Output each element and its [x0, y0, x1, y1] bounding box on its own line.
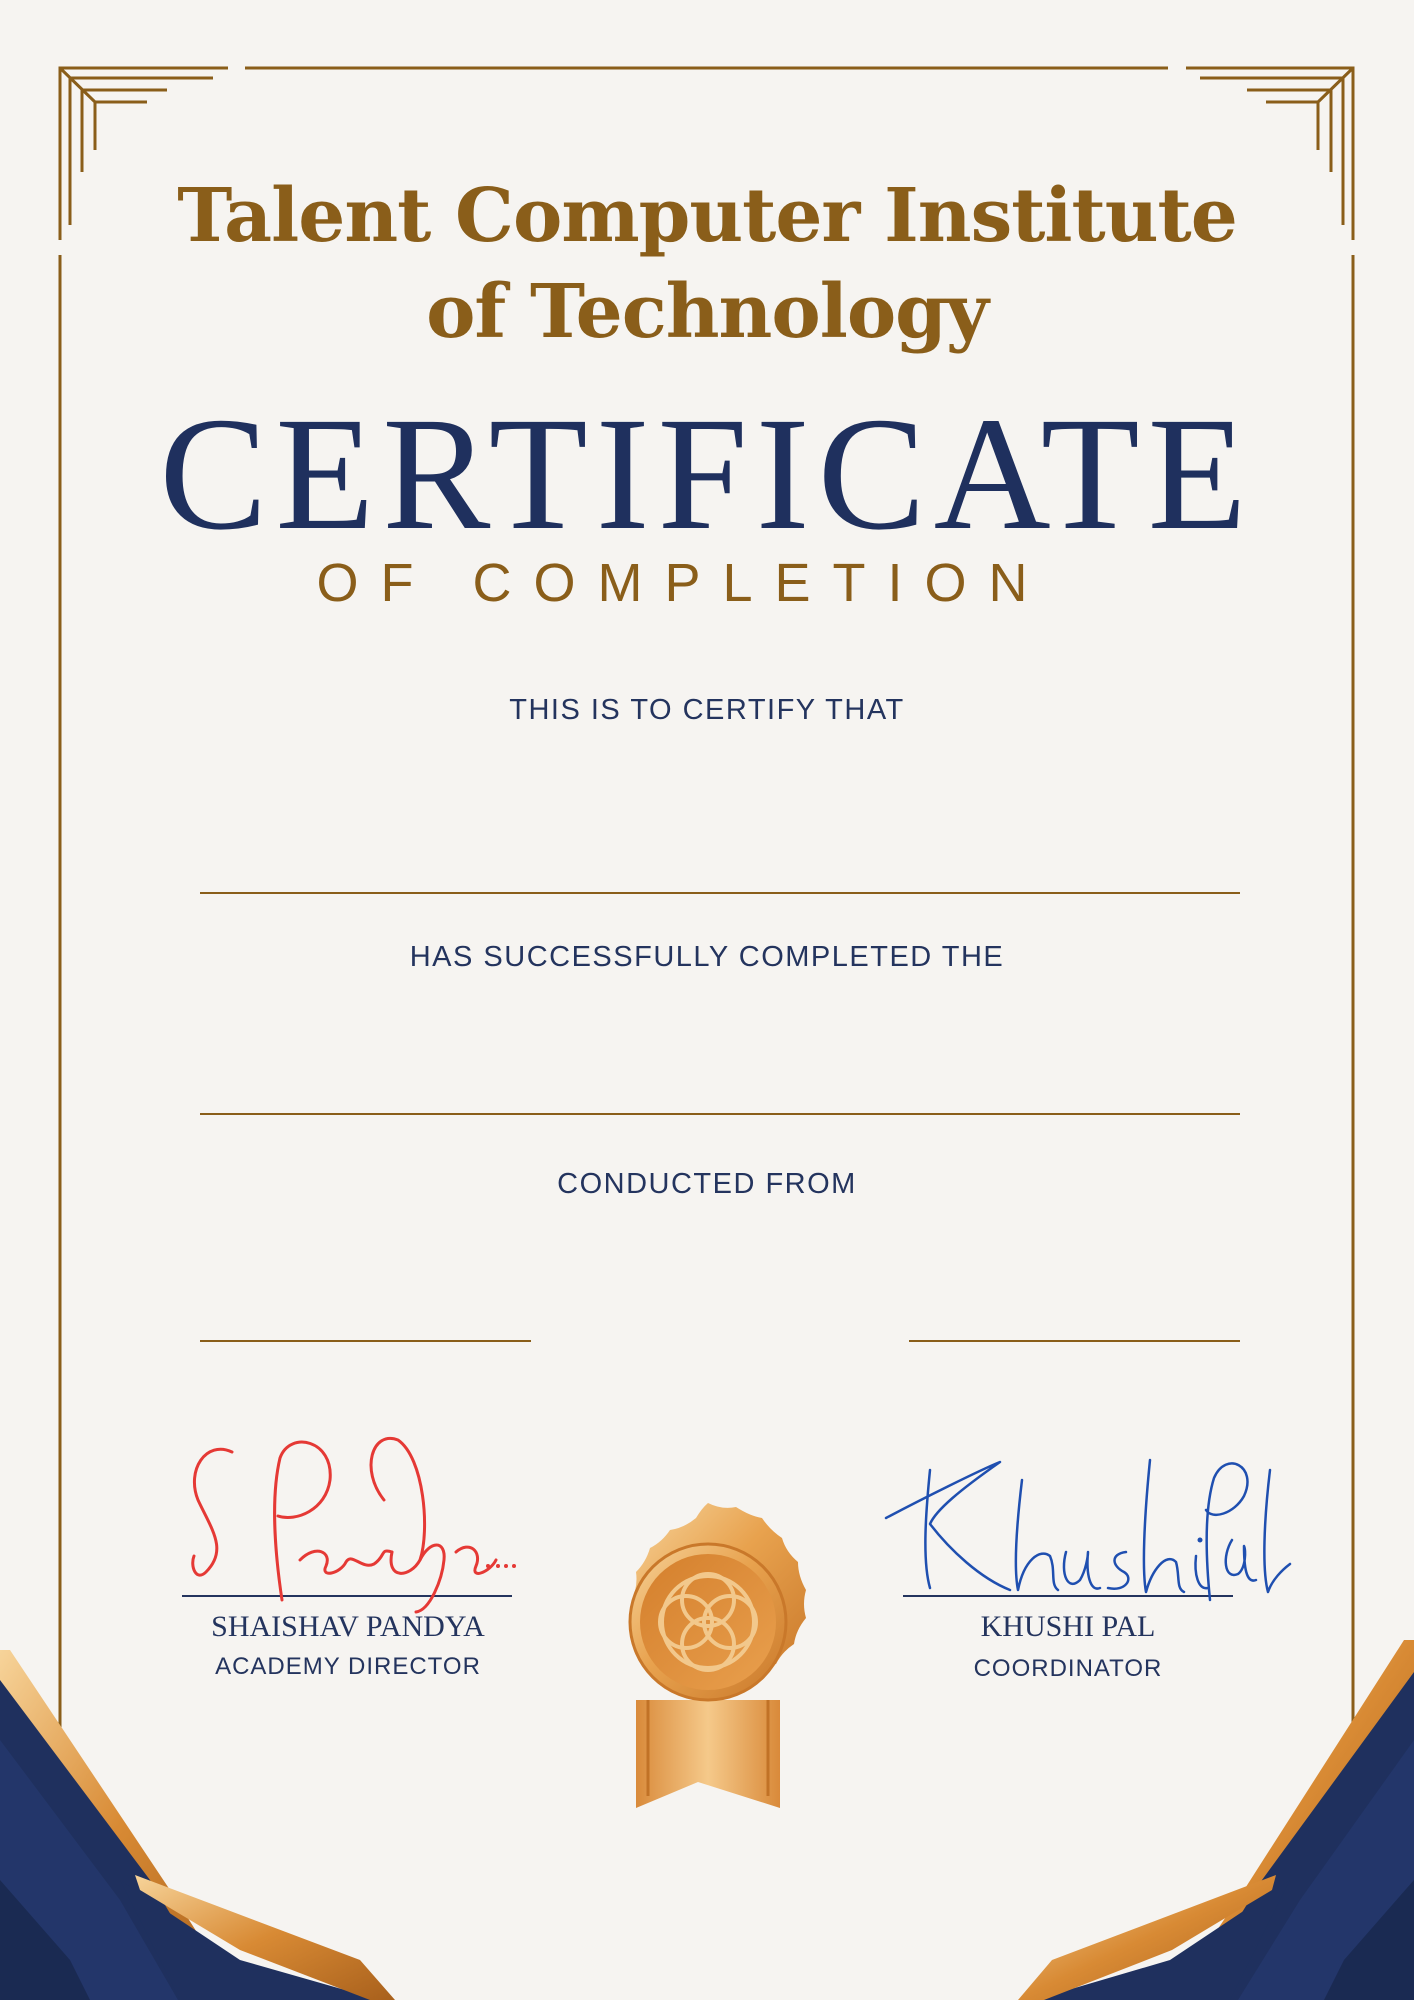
award-seal-icon	[630, 1503, 806, 1808]
certificate-title: CERTIFICATE	[159, 385, 1255, 564]
certify-label: THIS IS TO CERTIFY THAT	[509, 694, 905, 726]
institute-name-line2: of Technology	[426, 269, 988, 355]
signatory-left-role: ACADEMY DIRECTOR	[215, 1653, 481, 1680]
institute-name	[0, 168, 1414, 360]
certificate-subtitle: OF COMPLETION	[316, 553, 1050, 613]
signatory-left-name: SHAISHAV PANDYA	[211, 1610, 485, 1643]
signatory-right-role: COORDINATOR	[973, 1655, 1163, 1682]
ribbon-bottom-right	[1018, 1640, 1414, 2000]
institute-name-line1: Talent Computer Institute	[177, 173, 1237, 259]
signature-s-pandya	[193, 1438, 516, 1612]
signature-khushi-pal	[886, 1460, 1290, 1600]
signatory-right-name: KHUSHI PAL	[980, 1610, 1156, 1643]
completed-label: HAS SUCCESSFULLY COMPLETED THE	[409, 941, 1005, 973]
conducted-label: CONDUCTED FROM	[557, 1168, 857, 1200]
